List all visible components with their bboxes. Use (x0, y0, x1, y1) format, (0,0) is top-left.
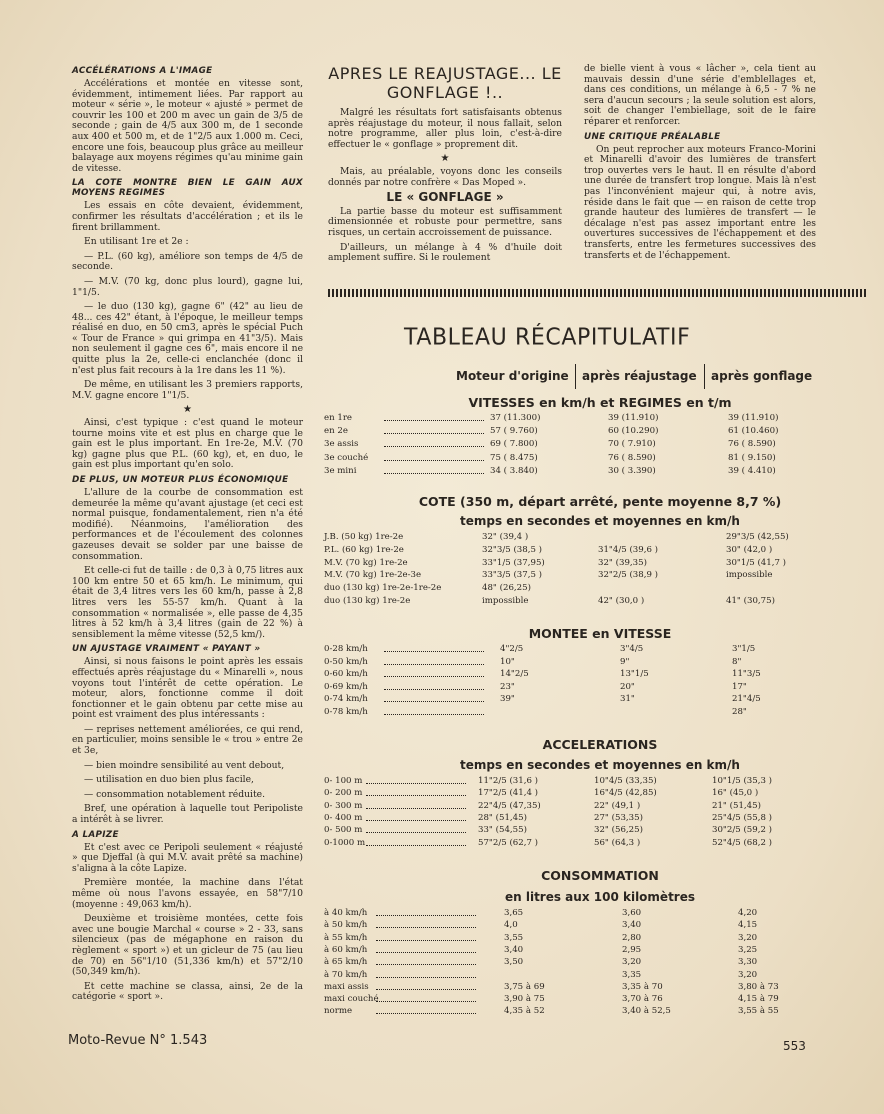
dot-leader (366, 787, 466, 796)
table-row (322, 569, 882, 581)
left-column (72, 62, 303, 1007)
table-cell: 4,20 (738, 908, 758, 918)
table-cell: 32" (56,25) (594, 825, 643, 836)
section-accel-subtitle: temps en secondes et moyennes en km/h (460, 758, 740, 772)
paragraph: L'allure de la courbe de consommation est demeurée la même qu'avant ajustage (et ceci est normal puisque, fondamentalement, rien n'a été modifié). Néanmoins, l'amélioration des performances et de l'écoulement des colonnes gazeuses devait se solder par une baisse de consommation. (72, 487, 303, 562)
paragraph: — P.L. (60 kg), améliore son temps de 4/5 de seconde. (72, 250, 303, 273)
dot-leader (384, 438, 484, 447)
dot-leader (384, 465, 484, 474)
table-cell: 25"4/5 (55,8 ) (712, 812, 773, 823)
table-cell: 60 (10.290) (608, 426, 659, 437)
row-label: 3e mini (324, 465, 357, 476)
heading-ajustage: UN AJUSTAGE VRAIMENT « PAYANT » (72, 644, 261, 655)
table-cell: 3,50 (504, 957, 524, 968)
paragraph: Mais, au préalable, voyons donc les conseils donnés par notre confrère « Das Moped ». (328, 165, 562, 188)
heading-critique: UNE CRITIQUE PRÉALABLE (584, 131, 721, 142)
table-row (322, 544, 882, 556)
row-label: maxi assis (324, 981, 369, 992)
dot-leader (384, 643, 484, 652)
table-cell: 9" (620, 656, 630, 667)
row-label: duo (130 kg) 1re-2e (324, 596, 411, 606)
row-label: 0- 100 m (324, 776, 363, 786)
row-label: 0-69 km/h (324, 681, 368, 692)
table-row (322, 812, 882, 824)
table-row (322, 668, 882, 680)
table-row (322, 775, 882, 787)
table-cell: 4,35 à 52 (504, 1006, 545, 1017)
table-cell: 30 ( 3.390) (608, 465, 656, 476)
table-cell: 3,70 à 76 (622, 994, 663, 1005)
section-conso-subtitle: en litres aux 100 kilomètres (504, 890, 695, 904)
row-label: en 1re (324, 413, 353, 423)
section-cote-subtitle: temps en secondes et moyennes en km/h (460, 514, 740, 528)
dot-leader (366, 775, 466, 784)
row-label: P.L. (60 kg) 1re-2e (324, 544, 404, 555)
table-cell: 17" (732, 681, 747, 692)
table-cell: 76 ( 8.590) (728, 439, 776, 450)
row-label: 0-50 km/h (324, 656, 368, 667)
dot-leader (384, 425, 484, 434)
table-cell: 3,80 à 73 (738, 981, 779, 992)
table-cell: 39 (11.910) (608, 413, 659, 423)
table-cell: impossible (482, 596, 529, 606)
table-row (322, 800, 882, 812)
heading-economique: DE PLUS, UN MOTEUR PLUS ÉCONOMIQUE (72, 475, 289, 485)
paragraph: — M.V. (70 kg, donc plus lourd), gagne lui, 1"1/5. (72, 275, 303, 298)
table-row (322, 919, 882, 931)
table-row (322, 681, 882, 693)
table-cell: 11"2/5 (31,6 ) (478, 776, 539, 786)
row-label: en 2e (324, 426, 348, 437)
table-cell: 22" (49,1 ) (594, 800, 641, 811)
column-header-origine: Moteur d'origine (456, 369, 569, 383)
table-cell: 56" (64,3 ) (594, 837, 641, 848)
table-row (322, 412, 882, 424)
dot-leader (376, 907, 476, 916)
dot-leader (384, 656, 484, 665)
table-row (322, 969, 882, 981)
paragraph: En utilisant 1re et 2e : (84, 236, 189, 248)
paragraph: Première montée, la machine dans l'état même où nous l'avons essayée, en 58"7/10 (moyenne : 49,063 km/h). (72, 877, 303, 910)
paragraph: — le duo (130 kg), gagne 6" (42" au lieu de 48... ces 42" étant, à l'époque, le meilleur temps réalisé en duo, en 50 cm3, après le spécial Puch « Tour de France » qui grimpa en 41"3/5). Mais non seulement il gagne ces 6", mais encore il ne quitte plus la 2e, celle-ci enclanchée (donc il n'est plus fait recours à la 1re dans les 11 %). (72, 301, 303, 376)
dot-leader (384, 668, 484, 677)
table-row (322, 1005, 882, 1017)
dot-leader (376, 956, 476, 965)
paragraph: — consommation notablement réduite. (84, 788, 266, 800)
table-cell: 57 ( 9.760) (490, 426, 538, 437)
row-label: 0-1000 m (324, 837, 366, 848)
table-cell: 3,20 (738, 969, 758, 980)
dot-leader (366, 800, 466, 809)
table-cell: 39" (500, 694, 515, 704)
table-cell: 75 ( 8.475) (490, 452, 538, 463)
row-label: 0-28 km/h (324, 644, 368, 654)
table-row (322, 932, 882, 944)
paragraph: Ainsi, c'est typique : c'est quand le moteur tourne moins vite et est plus en charge que le gain est le plus important. En 1re-2e, M.V. (70 kg) gagne plus que P.L. (60 kg), et, en duo, le gain est plus important qu'en solo. (72, 417, 303, 471)
table-cell: 69 ( 7.800) (490, 439, 538, 450)
row-label: à 50 km/h (324, 920, 368, 931)
row-label: 0- 500 m (324, 825, 363, 836)
table-row (322, 944, 882, 956)
dot-leader (384, 681, 484, 690)
row-label: 0-74 km/h (324, 694, 368, 704)
table-cell: 33"1/5 (37,95) (482, 557, 545, 568)
table-cell: 32"2/5 (38,9 ) (598, 570, 659, 581)
section-montee-title: MONTEE en VITESSE (528, 626, 672, 641)
table-cell: 4,15 à 79 (738, 994, 779, 1005)
table-cell: 3,55 à 55 (738, 1006, 779, 1017)
table-cell: 3,30 (738, 957, 758, 968)
table-cell: 4,0 (504, 920, 518, 931)
dot-leader (376, 1005, 476, 1014)
table-row (322, 837, 882, 849)
table-cell: 81 ( 9.150) (728, 452, 776, 463)
row-label: 0-60 km/h (324, 669, 368, 679)
dot-leader (384, 706, 484, 715)
table-cell: 3,75 à 69 (504, 981, 545, 992)
table-cell: 3,20 (622, 957, 642, 968)
row-label: à 55 km/h (324, 932, 368, 943)
table-cell: 16"4/5 (42,85) (594, 788, 657, 799)
table-cell: 33" (54,55) (478, 825, 527, 836)
table-cell: 61 (10.460) (728, 426, 779, 437)
table-cell: 37 (11.300) (490, 413, 541, 423)
page-number: 553 (783, 1039, 806, 1053)
table-cell: 39 ( 4.410) (728, 465, 776, 476)
table-cell: 20" (620, 681, 635, 692)
table-cell: 2,95 (622, 944, 642, 955)
row-label: J.B. (50 kg) 1re-2e (324, 532, 404, 542)
table-row (322, 465, 882, 477)
heading-accelerations: ACCÉLÉRATIONS A L'IMAGE (72, 66, 213, 76)
section-accel-title: ACCELERATIONS (542, 737, 658, 752)
table-cell: 14"2/5 (500, 669, 529, 679)
row-label: M.V. (70 kg) 1re-2e (324, 557, 408, 568)
dot-leader (376, 944, 476, 953)
table-cell: 30" (42,0 ) (726, 544, 773, 555)
dot-leader (376, 932, 476, 941)
star-icon: ★ (440, 153, 450, 165)
table-cell: 21" (51,45) (712, 800, 761, 811)
table-cell: 3,90 à 75 (504, 994, 545, 1005)
table-cell: 4"2/5 (500, 644, 524, 654)
table-cell: 32"3/5 (38,5 ) (482, 544, 543, 555)
table-row (322, 824, 882, 836)
row-label: à 65 km/h (324, 957, 368, 968)
section-cote-title: COTE (350 m, départ arrêté, pente moyenne 8,7 %) (418, 494, 782, 509)
table-cell: 2,80 (622, 932, 642, 943)
row-label: duo (130 kg) 1re-2e-1re-2e (324, 583, 442, 594)
dot-leader (384, 452, 484, 461)
table-cell: 76 ( 8.590) (608, 452, 656, 463)
paragraph: Ainsi, si nous faisons le point après les essais effectués après réajustage du « Minarelli », nous voyons tout l'intérêt de cette opération. Le moteur, alors, fonctionne comme il doit fonctionner et le gain obtenu par cette mise au point est vraiment des plus intéressants : (72, 656, 303, 721)
article-title: APRES LE REAJUSTAGE... LE GONFLAGE !.. (328, 64, 562, 102)
column-divider (704, 364, 705, 389)
heading-lapize: A LAPIZE (72, 829, 119, 840)
paragraph: Malgré les résultats fort satisfaisants obtenus après réajustage du moteur, il nous fallait, selon notre programme, aller plus loin, c'est-à-dire effectuer le « gonflage » proprement dit. (328, 107, 562, 150)
table-row (322, 582, 882, 594)
table-row (322, 595, 882, 607)
table-cell: 3,35 (622, 969, 642, 980)
row-label: norme (324, 1006, 353, 1017)
row-label: 0- 400 m (324, 812, 363, 823)
row-label: à 40 km/h (324, 908, 368, 918)
table-cell: 42" (30,0 ) (598, 596, 645, 606)
table-cell: 4,15 (738, 920, 758, 931)
table-cell: 3,55 (504, 932, 524, 943)
table-row (322, 643, 882, 655)
magazine-issue: Moto-Revue N° 1.543 (68, 1033, 208, 1048)
table-cell: 3,25 (738, 944, 758, 955)
paragraph: On peut reprocher aux moteurs Franco-Morini et Minarelli d'avoir des lumières de transfert trop ouvertes vers le haut. Il en résulte d'abord une durée de transfert trop longue. Mais là n'est pas l'inconvénient majeur qui, à notre avis, réside dans le fait que — en raison de cette trop grande hauteur des lumières de transfert — le décalage n'est pas assez important entre les ouvertures successives de l'échappement et des transferts, entre les fermetures successives des transferts et de l'échappement. (584, 143, 816, 261)
table-cell: 32" (39,35) (598, 557, 647, 568)
table-cell: 3,35 à 70 (622, 981, 663, 992)
table-cell: 3"1/5 (732, 644, 756, 654)
table-cell: 33"3/5 (37,5 ) (482, 570, 543, 581)
table-cell: 27" (53,35) (594, 812, 643, 823)
paragraph: de bielle vient à vous « lâcher », cela tient au mauvais dessin d'une série d'emblellages et, dans ces conditions, un mélange à 6,5 - 7 % ne sera d'aucun secours ; la seule solution est alors, soit de changer l'embiellage, soit de le faire réparer et renforcer. (584, 63, 816, 127)
dot-leader (384, 412, 484, 421)
table-cell: 3,65 (504, 908, 524, 918)
paragraph: Et celle-ci fut de taille : de 0,3 à 0,75 litres aux 100 km entre 50 et 65 km/h. Le minimum, qui était de 3,4 litres vers les 60 km/h, passe à 2,8 litres vers les 55-57 km/h. Quant à la consommation « normalisée », elle passe de 4,35 litres à 52 km/h à 3,4 litres (gain de 22 %) à sensiblement la même vitesse (52,5 km/). (72, 565, 304, 640)
paragraph: Bref, une opération à laquelle tout Peripoliste a intérêt à se livrer. (72, 803, 303, 826)
table-row (322, 956, 882, 968)
table-cell: 41" (30,75) (726, 596, 775, 606)
row-label: 3e assis (324, 439, 359, 450)
row-label: 3e couché (324, 452, 369, 463)
table-row (322, 706, 882, 718)
table-cell: 48" (26,25) (482, 583, 531, 594)
star-icon: ★ (183, 404, 192, 416)
table-row (322, 452, 882, 464)
paragraph: De même, en utilisant les 3 premiers rapports, M.V. gagne encore 1"1/5. (72, 379, 303, 401)
table-cell: 8" (732, 656, 742, 667)
table-row (322, 907, 882, 919)
table-cell: 23" (500, 681, 515, 692)
row-label: maxi couché (324, 994, 379, 1005)
table-cell: 28" (51,45) (478, 812, 527, 823)
row-label: 0-78 km/h (324, 706, 368, 717)
table-cell: 28" (732, 706, 747, 717)
heading-cote: LA COTE MONTRE BIEN LE GAIN AUX MOYENS REGIMES (72, 178, 303, 199)
section-gonflage-heading: LE « GONFLAGE » (386, 190, 504, 205)
column-header-gonflage: après gonflage (711, 369, 813, 383)
table-cell: 70 ( 7.910) (608, 439, 656, 450)
table-cell: 30"2/5 (59,2 ) (712, 825, 773, 836)
row-label: 0- 300 m (324, 800, 363, 811)
paragraph: — reprises nettement améliorées, ce qui rend, en particulier, moins sensible le « trou » entre 2e et 3e, (72, 723, 303, 757)
table-cell: 13"1/5 (620, 669, 649, 679)
paragraph: — bien moindre sensibilité au vent debout, (84, 759, 285, 771)
table-cell: 31" (620, 694, 635, 704)
table-cell: 3,60 (622, 908, 642, 918)
column-divider (575, 364, 576, 389)
table-row (322, 981, 882, 993)
row-label: à 60 km/h (324, 944, 368, 955)
dot-leader (376, 969, 476, 978)
table-row (322, 656, 882, 668)
row-label: à 70 km/h (324, 969, 368, 980)
middle-column (328, 64, 562, 268)
paragraph: Accélérations et montée en vitesse sont, évidemment, intimement liées. Par rapport au moteur « série », le moteur « ajusté » permet de couvrir les 100 et 200 m avec un gain de 3/5 de seconde ; gain de 4/5 aux 300 m, de 1 seconde aux 400 et 500 m, et de 1"2/5 aux 1.000 m. Ceci, encore une fois, beaucoup plus grâce au meilleur balayage aux moyens régimes qu'au minime gain de vitesse. (72, 78, 303, 174)
table-cell: 3,40 (622, 920, 642, 931)
dot-leader (376, 981, 476, 990)
table-cell: 32" (39,4 ) (482, 532, 529, 542)
column-header-reajustage: après réajustage (582, 369, 697, 383)
table-cell: 57"2/5 (62,7 ) (478, 837, 539, 848)
dot-leader (376, 919, 476, 928)
table-cell: 21"4/5 (732, 694, 761, 704)
table-cell: 16" (45,0 ) (712, 788, 759, 799)
table-cell: 31"4/5 (39,6 ) (598, 544, 659, 555)
table-cell: 34 ( 3.840) (490, 465, 538, 476)
paragraph: Deuxième et troisième montées, cette fois avec une bougie Marchal « course » 2 - 33, sans silencieux (pas de mégaphone en raison du règlement « sport ») et un gicleur de 75 (au lieu de 70) en 56"1/10 (51,336 km/h) et 57"2/10 (50,349 km/h). (72, 913, 303, 978)
dot-leader (384, 693, 484, 702)
table-title: TABLEAU RÉCAPITULATIF (404, 324, 691, 351)
table-cell: 30"1/5 (41,7 ) (726, 557, 787, 568)
dot-leader (366, 812, 466, 821)
table-cell: 3,40 (504, 944, 524, 955)
table-cell: 10"1/5 (35,3 ) (712, 776, 773, 786)
table-cell: 11"3/5 (732, 669, 761, 679)
table-cell: 10" (500, 656, 515, 667)
dot-leader (366, 837, 466, 846)
paragraph: — utilisation en duo bien plus facile, (84, 774, 254, 786)
table-cell: 17"2/5 (41,4 ) (478, 788, 539, 799)
table-row (322, 557, 882, 569)
paragraph: D'ailleurs, un mélange à 4 % d'huile doit amplement suffire. Si le roulement (328, 241, 562, 264)
table-row (322, 787, 882, 799)
table-cell: 29"3/5 (42,55) (726, 532, 789, 542)
table-row (322, 993, 882, 1005)
table-row (322, 693, 882, 705)
table-cell: 3,40 à 52,5 (622, 1006, 671, 1017)
table-row (322, 425, 882, 437)
paragraph: Les essais en côte devaient, évidemment, confirmer les résultats d'accélération ; et ils le firent brillamment. (72, 200, 303, 233)
table-row (322, 438, 882, 450)
dot-leader (366, 824, 466, 833)
row-label: 0- 200 m (324, 788, 363, 799)
dot-leader (376, 993, 476, 1002)
right-column (584, 64, 816, 265)
table-cell: 39 (11.910) (728, 413, 779, 423)
table-cell: 22"4/5 (47,35) (478, 800, 541, 811)
table-cell: impossible (726, 570, 773, 581)
section-conso-title: CONSOMMATION (541, 868, 659, 883)
table-cell: 10"4/5 (33,35) (594, 776, 657, 786)
table-cell: 52"4/5 (68,2 ) (712, 837, 773, 848)
paragraph: Et c'est avec ce Peripoli seulement « réajusté » que Djeffal (à qui M.V. avait prêté sa machine) s'aligna à la côte Lapize. (72, 841, 303, 874)
section-vitesses-title: VITESSES en km/h et REGIMES en t/m (468, 395, 732, 410)
table-cell: 3"4/5 (620, 644, 644, 654)
table-row (322, 531, 882, 543)
paragraph: Et cette machine se classa, ainsi, 2e de la catégorie « sport ». (72, 980, 303, 1003)
paragraph: La partie basse du moteur est suffisamment dimensionnée et robuste pour permettre, sans risques, un certain accroissement de puissance. (328, 205, 562, 238)
row-label: M.V. (70 kg) 1re-2e-3e (324, 570, 422, 581)
decorative-divider (328, 289, 868, 297)
table-cell: 3,20 (738, 932, 758, 943)
